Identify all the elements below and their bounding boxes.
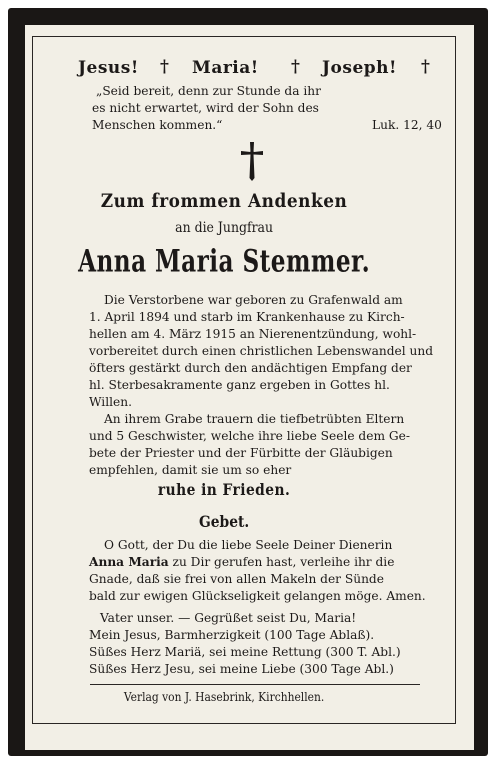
prayer-line: bald zur ewigen Glückseligkeit gelangen möge. Amen. (89, 589, 426, 603)
biography-line: Willen. (89, 395, 132, 409)
biography-line: Die Verstorbene war geboren zu Grafenwald am (104, 293, 403, 307)
cross-icon (238, 140, 266, 186)
biography-line: bete der Priester und der Fürbitte der Gläubigen (89, 446, 393, 460)
biography-line: öfters gestärkt durch den andächtigen Empfang der (89, 361, 412, 375)
invocation-joseph: Joseph! (322, 58, 397, 78)
indulgence-line: Vater unser. — Gegrüßet seist Du, Maria! (100, 611, 357, 625)
indulgence-line: Mein Jesus, Barmherzigkeit (100 Tage Ablaß). (89, 628, 375, 642)
title-line1: Zum frommen Andenken (100, 190, 348, 212)
cross-symbol: † (160, 57, 169, 77)
invocation-maria: Maria! (192, 58, 259, 78)
biography-line: 1. April 1894 und starb im Krankenhause zu Kirch- (89, 310, 405, 324)
prayer-line: O Gott, der Du die liebe Seele Deiner Dienerin (104, 538, 393, 552)
quote-line: „Seid bereit, denn zur Stunde da ihr (96, 84, 321, 98)
footer-divider (90, 684, 420, 685)
rest-in-peace: ruhe in Frieden. (157, 480, 291, 499)
quote-line: es nicht erwartet, wird der Sohn des (92, 101, 319, 115)
cross-symbol: † (421, 57, 430, 77)
prayer-line-rest: zu Dir gerufen hast, verleihe ihr die (168, 555, 395, 569)
quote-line: Menschen kommen.“ (92, 118, 223, 132)
indulgence-line: Süßes Herz Mariä, sei meine Rettung (300 T. Abl.) (89, 645, 401, 659)
biography-line: und 5 Geschwister, welche ihre liebe Seele dem Ge- (89, 429, 410, 443)
biography-line: hl. Sterbesakramente ganz ergeben in Gottes hl. (89, 378, 390, 392)
indulgence-line: Süßes Herz Jesu, sei meine Liebe (300 Tage Abl.) (89, 662, 394, 676)
prayer-line: Gnade, daß sie frei von allen Makeln der Sünde (89, 572, 384, 586)
biography-line: vorbereitet durch einen christlichen Lebenswandel und (89, 344, 434, 358)
prayer-heading: Gebet. (198, 512, 250, 531)
quote-reference: Luk. 12, 40 (372, 118, 442, 132)
biography-line: hellen am 4. März 1915 an Nierenentzündung, wohl- (89, 327, 417, 341)
title-line2: an die Jungfrau (175, 220, 274, 236)
prayer-line (89, 555, 394, 569)
biography-line: empfehlen, damit sie um so eher (89, 463, 292, 477)
biography-line: An ihrem Grabe trauern die tiefbetrübten Eltern (104, 412, 405, 426)
cross-symbol: † (291, 57, 300, 77)
deceased-name: Anna Maria Stemmer. (78, 244, 371, 280)
publisher-line: Verlag von J. Hasebrink, Kirchhellen. (123, 690, 325, 704)
invocation-jesus: Jesus! (78, 58, 139, 78)
prayer-name: Anna Maria (89, 555, 169, 569)
